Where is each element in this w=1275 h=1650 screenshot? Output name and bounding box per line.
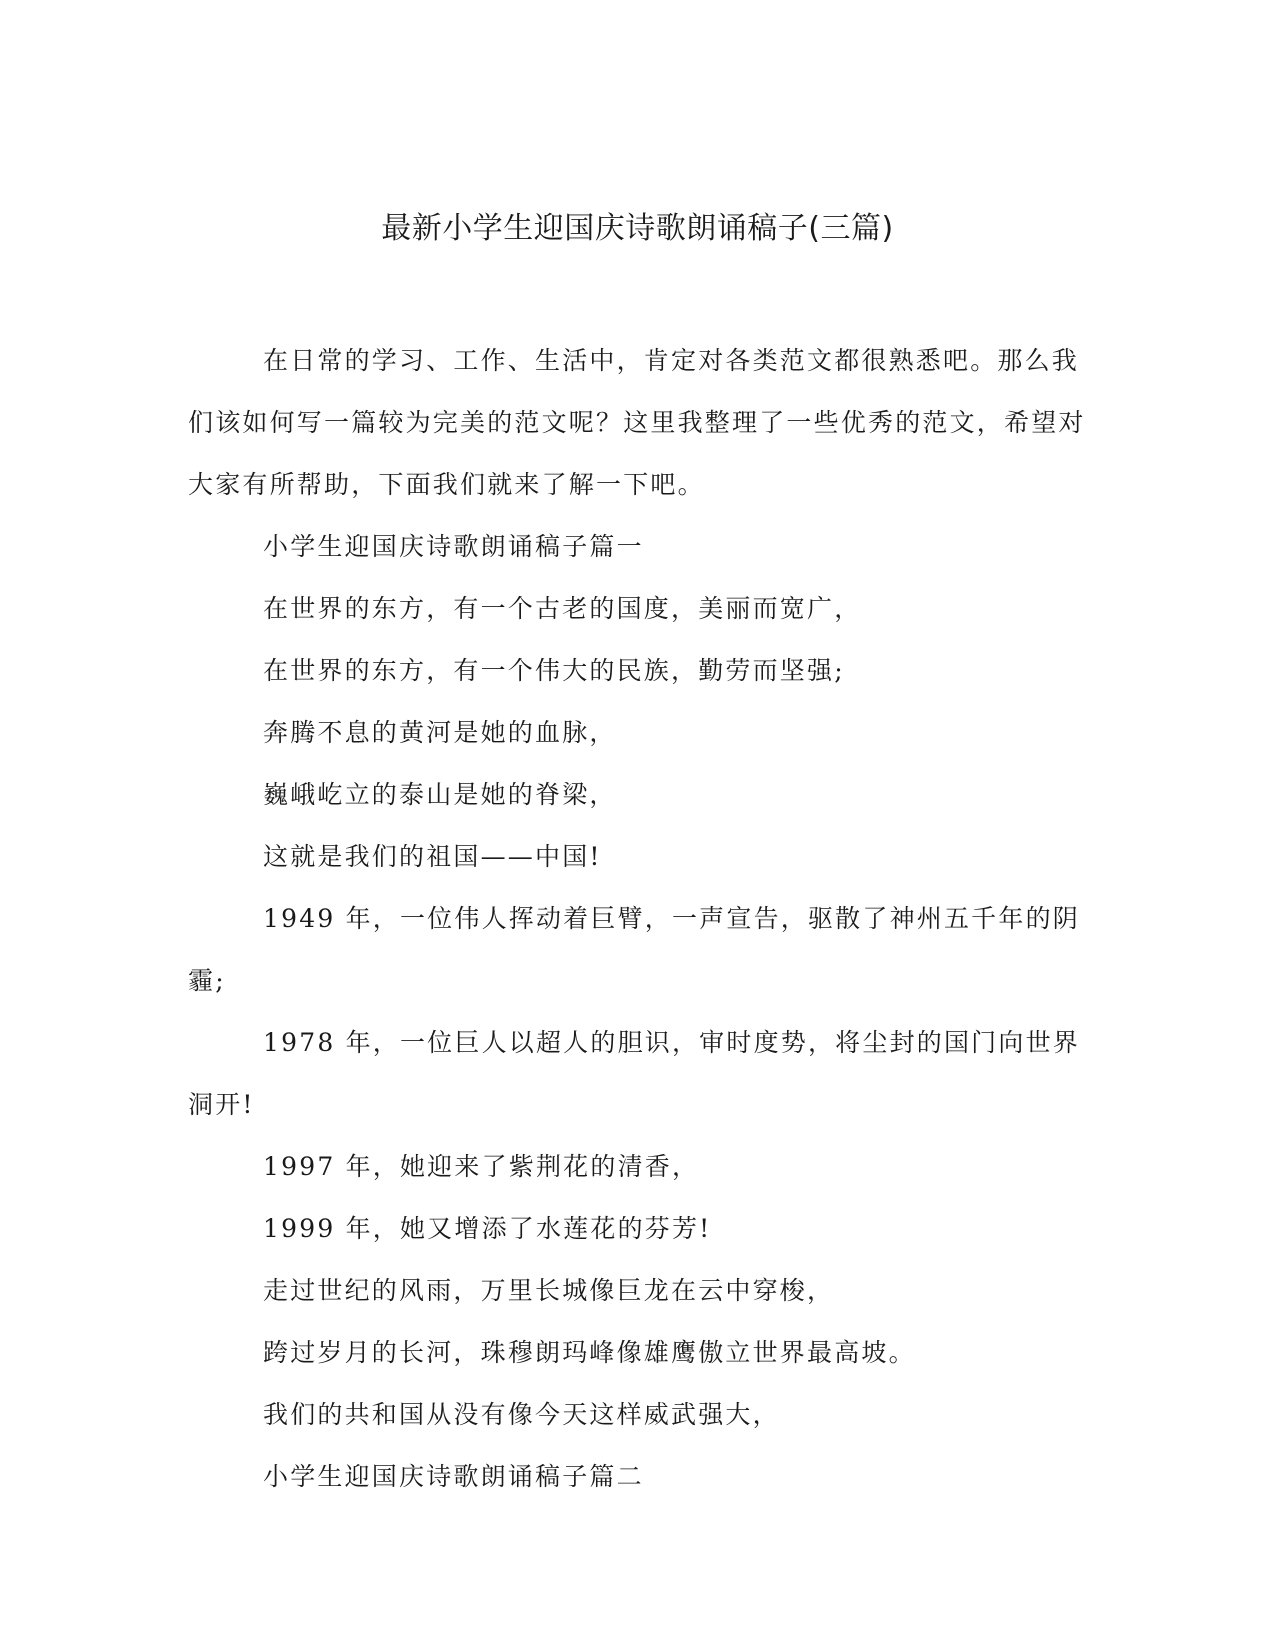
poem-line: 在世界的东方，有一个伟大的民族，勤劳而坚强; xyxy=(263,656,845,685)
poem-line: 我们的共和国从没有像今天这样威武强大， xyxy=(263,1400,780,1429)
section-heading-2: 小学生迎国庆诗歌朗诵稿子篇二 xyxy=(263,1462,644,1491)
document-body xyxy=(188,330,1088,1508)
intro-paragraph: 在日常的学习、工作、生活中，肯定对各类范文都很熟悉吧。那么我们该如何写一篇较为完美的范文呢？这里我整理了一些优秀的范文，希望对大家有所帮助，下面我们就来了解一下吧。 xyxy=(188,346,1086,499)
poem-line: 奔腾不息的黄河是她的血脉， xyxy=(263,718,617,747)
section-heading-1: 小学生迎国庆诗歌朗诵稿子篇一 xyxy=(263,532,644,561)
poem-line: 1949 年，一位伟人挥动着巨臂，一声宣告，驱散了神州五千年的阴霾; xyxy=(188,904,1080,995)
poem-line: 在世界的东方，有一个古老的国度，美丽而宽广， xyxy=(263,594,862,623)
poem-line: 1997 年，她迎来了紫荆花的清香， xyxy=(263,1152,700,1181)
poem-line: 1999 年，她又增添了水莲花的芬芳! xyxy=(263,1214,712,1243)
poem-line: 1978 年，一位巨人以超人的胆识，审时度势，将尘封的国门向世界洞开! xyxy=(188,1028,1080,1119)
document-title: 最新小学生迎国庆诗歌朗诵稿子(三篇) xyxy=(381,211,894,246)
poem-line: 跨过岁月的长河，珠穆朗玛峰像雄鹰傲立世界最高坡。 xyxy=(263,1338,916,1367)
poem-line: 走过世纪的风雨，万里长城像巨龙在云中穿梭， xyxy=(263,1276,835,1305)
poem-line: 巍峨屹立的泰山是她的脊梁， xyxy=(263,780,617,809)
poem-line: 这就是我们的祖国——中国! xyxy=(263,842,602,871)
